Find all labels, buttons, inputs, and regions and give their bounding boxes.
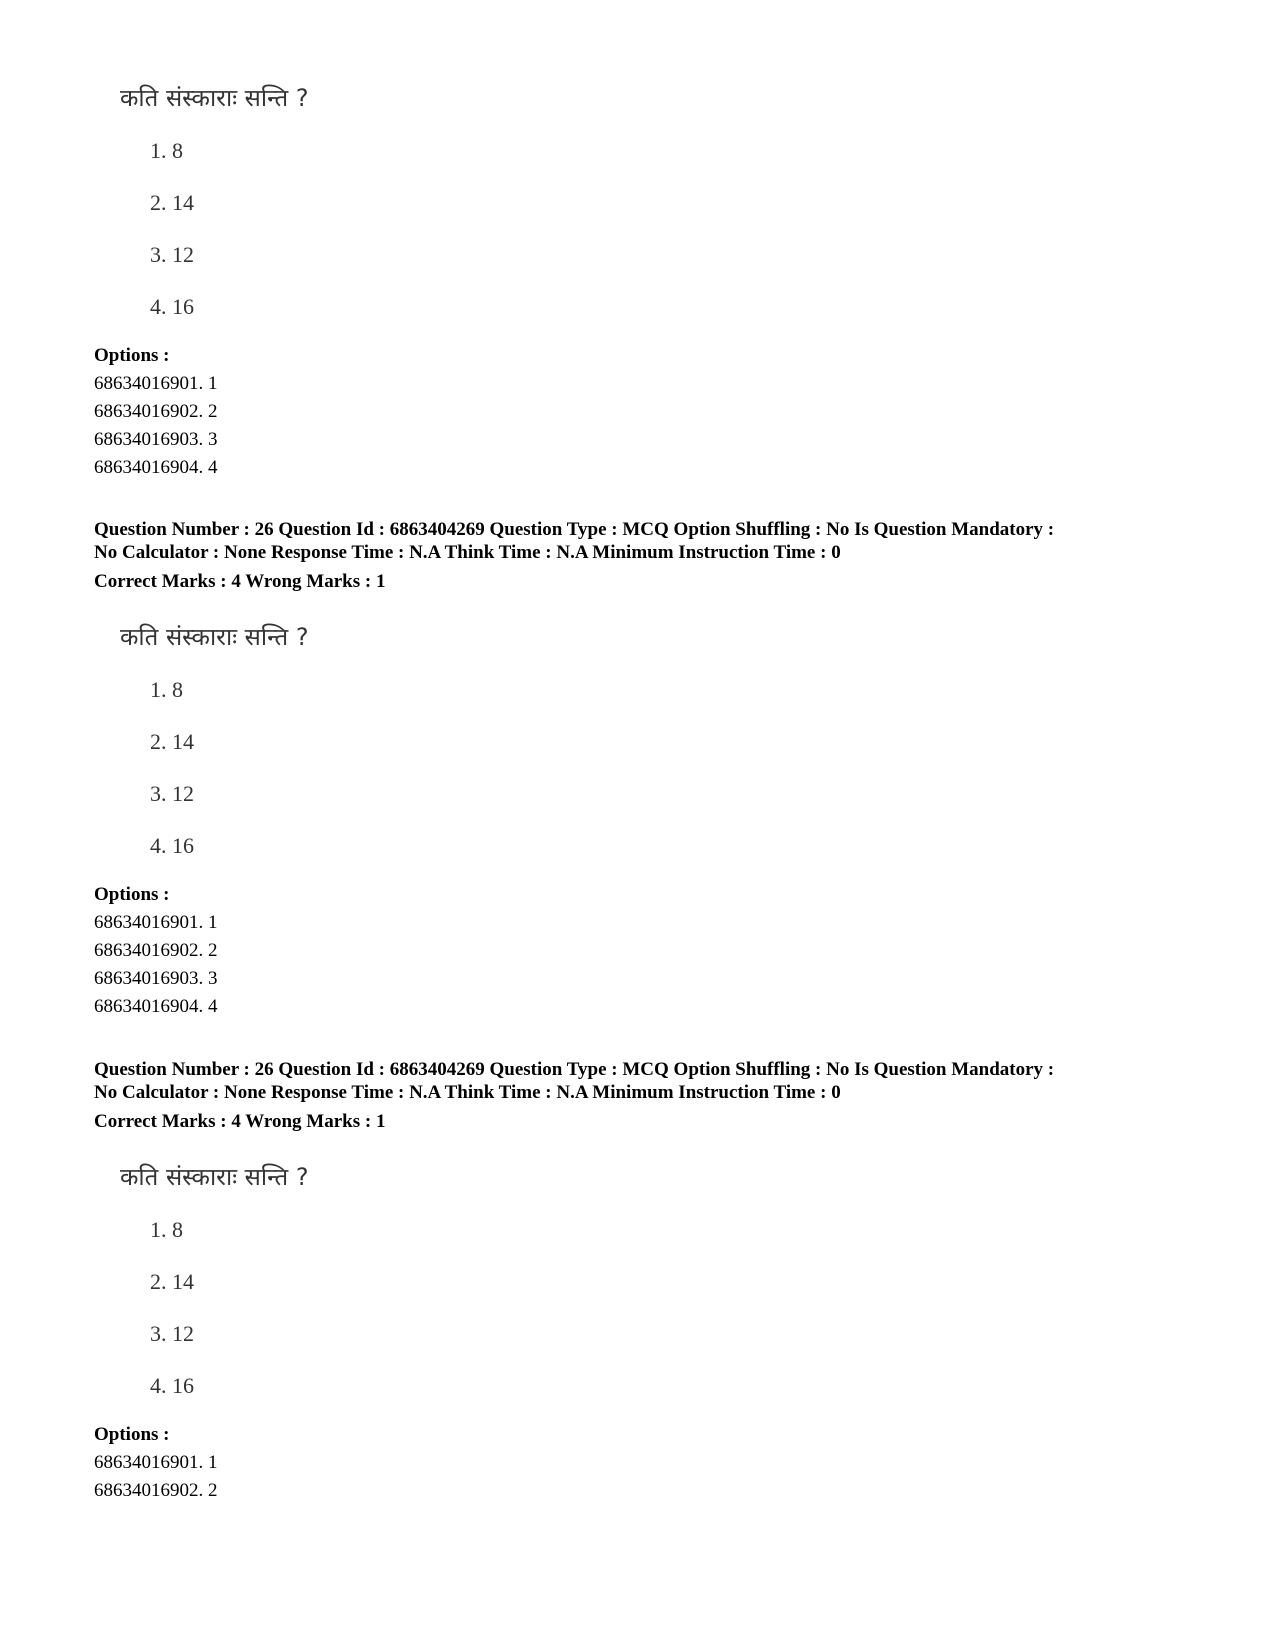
question-meta-line-2: No Calculator : None Response Time : N.A Think Time : N.A Minimum Instruction Time : 0 <box>94 542 841 563</box>
question-option: 3. 12 <box>150 242 194 267</box>
answer-option: 68634016904. 4 <box>94 996 218 1017</box>
answer-option: 68634016901. 1 <box>94 373 218 394</box>
options-label: Options : <box>94 1424 170 1445</box>
answer-option: 68634016901. 1 <box>94 1452 218 1473</box>
question-option: 1. 8 <box>150 677 183 702</box>
question-option: 2. 14 <box>150 190 194 215</box>
question-meta-line-1: Question Number : 26 Question Id : 6863404269 Question Type : MCQ Option Shuffling : No Is Question Mandatory : <box>94 1059 1055 1080</box>
answer-option: 68634016903. 3 <box>94 968 218 989</box>
question-option: 1. 8 <box>150 138 183 163</box>
question-text: कति संस्काराः सन्ति ? <box>120 1163 309 1191</box>
answer-option: 68634016904. 4 <box>94 457 218 478</box>
options-label: Options : <box>94 345 170 366</box>
marks-line: Correct Marks : 4 Wrong Marks : 1 <box>94 1111 386 1132</box>
question-option: 1. 8 <box>150 1217 183 1242</box>
answer-option: 68634016902. 2 <box>94 401 218 422</box>
marks-line: Correct Marks : 4 Wrong Marks : 1 <box>94 571 386 592</box>
question-option: 2. 14 <box>150 1269 194 1294</box>
answer-option: 68634016903. 3 <box>94 429 218 450</box>
question-text: कति संस्काराः सन्ति ? <box>120 84 309 112</box>
options-label: Options : <box>94 884 170 905</box>
question-option: 4. 16 <box>150 1373 194 1398</box>
answer-option: 68634016901. 1 <box>94 912 218 933</box>
answer-option: 68634016902. 2 <box>94 940 218 961</box>
question-option: 2. 14 <box>150 729 194 754</box>
question-option: 4. 16 <box>150 833 194 858</box>
question-option: 4. 16 <box>150 294 194 319</box>
question-text: कति संस्काराः सन्ति ? <box>120 623 309 651</box>
question-meta-line-1: Question Number : 26 Question Id : 6863404269 Question Type : MCQ Option Shuffling : No Is Question Mandatory : <box>94 519 1055 540</box>
answer-option: 68634016902. 2 <box>94 1480 218 1501</box>
question-meta-line-2: No Calculator : None Response Time : N.A Think Time : N.A Minimum Instruction Time : 0 <box>94 1082 841 1103</box>
question-option: 3. 12 <box>150 1321 194 1346</box>
question-option: 3. 12 <box>150 781 194 806</box>
